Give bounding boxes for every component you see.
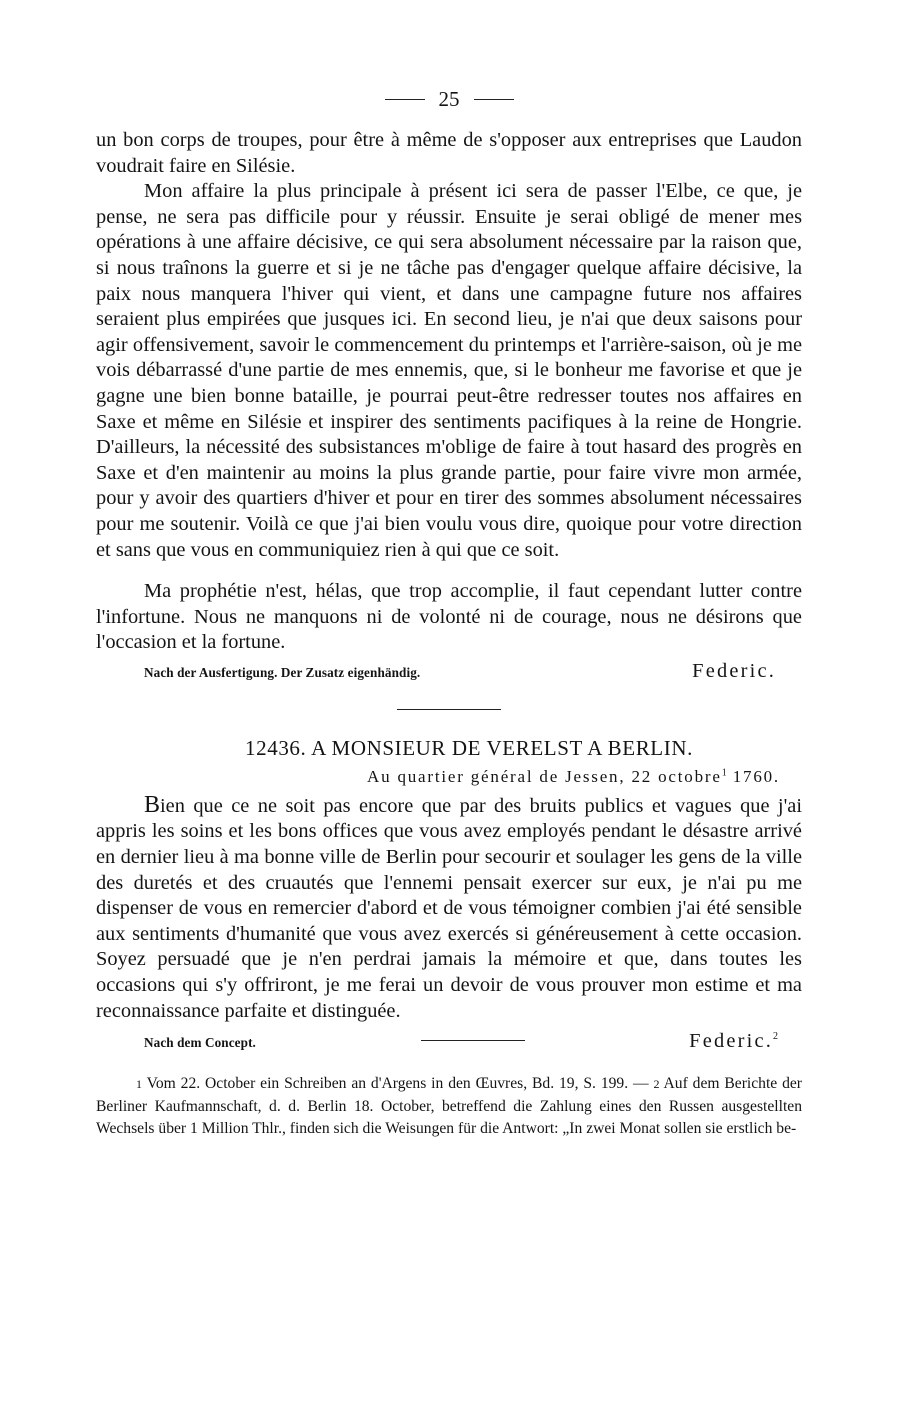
- footnote-marker-2: 2: [773, 1031, 778, 1043]
- letter-title: A MONSIEUR DE VERELST A BERLIN.: [311, 735, 693, 760]
- letter-body-text: ien que ce ne soit pas encore que par des bruits publics et vagues que j'ai appris les soins et les bons offices que vous avez employés pendant le désastre arrivé en dernier lieu à ma bonne ville de Berlin pour secourir et soulager les gens de la ville des duretés et des cruautés que l'ennemi pensait exercer sur eux, je n'ai pu me dispenser de vous en remercier d'abord et de vous témoigner combien j'ai été sensible aux sentiments d'humanité que vous avez exercés si généreusement à cette occasion. Soyez persuadé que je n'en perdrai jamais la mémoire et que, dans toutes les occasions qui s'y offriront, je me ferai un devoir de vous prouver mon estime et ma reconnaissance parfaite et distinguée.: [96, 794, 802, 1022]
- header-rule-right: [474, 99, 514, 100]
- dateline: [96, 767, 802, 787]
- footnote-2-mark: 2: [653, 1077, 660, 1092]
- signature: Federic.: [692, 659, 776, 682]
- letter-body: [96, 793, 802, 1024]
- signature-2-text: Federic.: [689, 1030, 773, 1053]
- initial-letter: B: [144, 791, 161, 818]
- letter-heading: [136, 736, 802, 761]
- footnotes: [96, 1073, 802, 1141]
- paragraph-continued: un bon corps de troupes, pour être à même de s'opposer aux entreprises que Laudon voudrait faire en Silésie.: [96, 129, 802, 177]
- footnote-rule: [421, 1040, 525, 1041]
- signature-2: [689, 1030, 778, 1053]
- footnote-1-text: Vom 22. October ein Schreiben an d'Argens in den Œuvres, Bd. 19, S. 199. —: [142, 1075, 654, 1093]
- paragraph-main: Mon affaire la plus principale à présent ici sera de passer l'Elbe, ce que, je pense, ne sera pas difficile pour y réussir. Ensuite je serai obligé de mener mes opérations à une affaire décisive, ce qui sera absolument nécessaire par la raison que, si nous traînons la guerre et si je ne tâche pas d'engager quelque affaire décisive, la paix nous manquera l'hiver qui vient, et dans une campagne future nos affaires seraient plus empirées que jusques ici. En second lieu, je n'ai que deux saisons pour agir offensivement, savoir le commencement du printemps et l'arrière-saison, où je me vois débarrassé d'une partie de mes ennemis, que, si le bonheur me favorise et que je gagne une bien bonne bataille, je pourrai peut-être redresser toutes nos affaires en Saxe et même en Silésie et inspirer des sentiments pacifiques à la reine de Hongrie. D'ailleurs, la nécessité des subsistances m'oblige de faire à tout hasard des progrès en Saxe et d'en maintenir au moins la plus grande partie, pour faire vivre mon armée, pour y avoir des quartiers d'hiver et pour en tirer des sommes absolument nécessaires pour me soutenir. Voilà ce que j'ai bien voulu vous dire, quoique pour votre direction et sans que vous en communiquiez rien à qui que ce soit.: [96, 180, 802, 561]
- letter-number: 12436.: [245, 735, 307, 760]
- document-page: [96, 84, 802, 1141]
- dateline-year: 1760.: [726, 766, 780, 786]
- dateline-text: Au quartier général de Jessen, 22 octobre: [367, 766, 722, 786]
- closing-row-2: [96, 1030, 802, 1053]
- running-head: [96, 84, 802, 114]
- page-number: 25: [438, 86, 460, 111]
- footnote-marker-1: 1: [721, 767, 727, 779]
- source-note-2: Nach dem Concept.: [144, 1035, 256, 1051]
- footnote-1-mark: 1: [136, 1077, 142, 1092]
- paragraph-gap: [96, 563, 802, 579]
- paragraph-postscript: Ma prophétie n'est, hélas, que trop accomplie, il faut cependant lutter contre l'infortune. Nous ne manquons ni de volonté ni de courage, nous ne désirons que l'occasion et la fortune.: [96, 580, 802, 654]
- footnote-2-text: Auf dem Berichte der Berliner Kaufmannschaft, d. d. Berlin 18. October, betreffend die Zahlung eines den Russen ausgestellten Wechsels über 1 Million Thlr., finden sich die Weisungen für die Antwort: „In zwei Monat sollen sie erstlich be-: [96, 1075, 802, 1138]
- source-note: Nach der Ausfertigung. Der Zusatz eigenhändig.: [144, 664, 421, 680]
- header-rule-left: [385, 99, 425, 100]
- separator-rule: [397, 709, 501, 710]
- closing-row: [96, 660, 802, 683]
